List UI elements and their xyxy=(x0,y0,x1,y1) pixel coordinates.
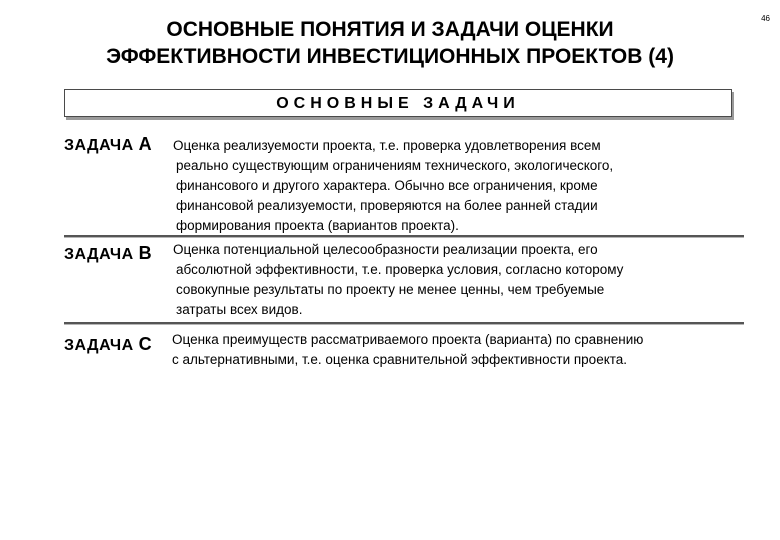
task-c-label xyxy=(64,334,152,356)
task-a-line: Оценка реализуемости проекта, т.е. проверка удовлетворения всем xyxy=(173,138,601,153)
slide-title-line-2: ЭФФЕКТИВНОСТИ ИНВЕСТИЦИОННЫХ ПРОЕКТОВ (4) xyxy=(106,45,674,68)
task-a-line: финансового и другого характера. Обычно все ограничения, кроме xyxy=(176,178,598,193)
task-c-label-word: ЗАДАЧА xyxy=(64,337,134,354)
task-b-label-word: ЗАДАЧА xyxy=(64,246,134,263)
task-b-line: Оценка потенциальной целесообразности реализации проекта, его xyxy=(173,242,598,257)
divider xyxy=(64,235,744,237)
slide-title xyxy=(40,16,740,70)
task-c-line: с альтернативными, т.е. оценка сравнительной эффективности проекта. xyxy=(172,352,628,367)
task-a-label-word: ЗАДАЧА xyxy=(64,137,134,154)
task-c-description xyxy=(172,330,643,370)
task-a-line: реально существующим ограничениям технического, экологического, xyxy=(176,158,614,173)
task-b-line: совокупные результаты по проекту не менее ценны, чем требуемые xyxy=(176,282,605,297)
task-b-line: затраты всех видов. xyxy=(176,302,303,317)
task-b-description xyxy=(173,240,623,320)
divider xyxy=(64,322,744,324)
task-a-line: финансовой реализуемости, проверяются на более ранней стадии xyxy=(176,198,598,213)
task-b-label xyxy=(64,243,152,265)
task-c-line: Оценка преимуществ рассматриваемого проекта (варианта) по сравнению xyxy=(172,332,644,347)
task-b-letter: В xyxy=(138,243,153,263)
task-c-letter: С xyxy=(138,334,153,354)
task-a-label xyxy=(64,134,152,156)
section-header: ОСНОВНЫЕ ЗАДАЧИ xyxy=(64,89,732,117)
task-a-letter: А xyxy=(138,134,153,154)
task-a-description xyxy=(173,136,613,236)
task-a-line: формирования проекта (вариантов проекта). xyxy=(176,218,459,233)
slide-title-line-1: ОСНОВНЫЕ ПОНЯТИЯ И ЗАДАЧИ ОЦЕНКИ xyxy=(166,18,614,41)
page-number: 46 xyxy=(761,14,770,23)
task-b-line: абсолютной эффективности, т.е. проверка условия, согласно которому xyxy=(176,262,624,277)
